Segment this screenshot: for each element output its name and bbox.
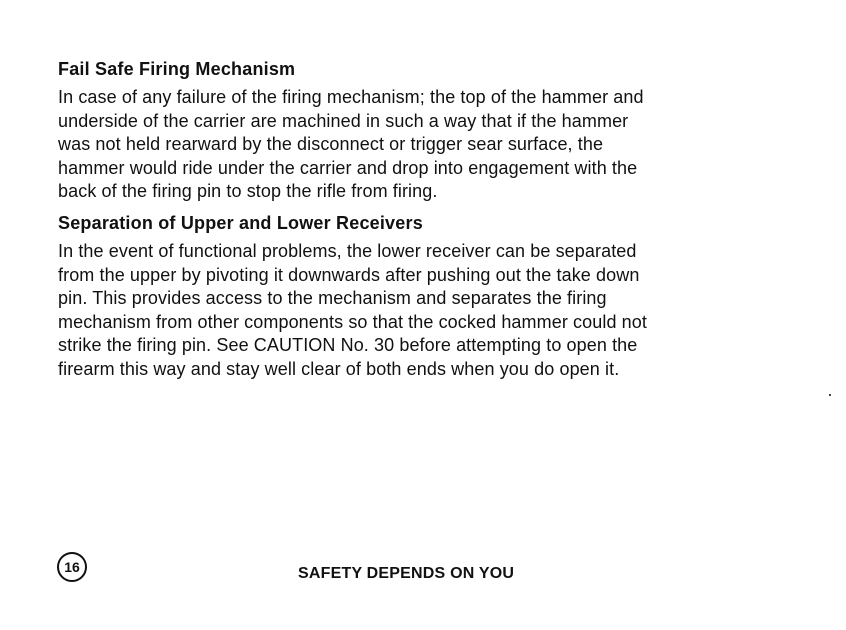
paragraph-line: strike the firing pin. See CAUTION No. 30 before attempting to open the — [58, 335, 638, 355]
section-paragraph — [58, 86, 778, 204]
paragraph-line: In the event of functional problems, the lower receiver can be separated — [58, 241, 637, 261]
paragraph-line: pin. This provides access to the mechanism and separates the firing — [58, 288, 607, 308]
section-paragraph — [58, 240, 778, 381]
paragraph-line: mechanism from other components so that the cocked hammer could not — [58, 311, 647, 332]
scan-speck — [829, 394, 831, 396]
section-heading: Fail Safe Firing Mechanism — [58, 59, 296, 79]
page-number-badge: 16 — [57, 552, 87, 582]
section-heading: Separation of Upper and Lower Receivers — [58, 213, 423, 233]
paragraph-line: hammer would ride under the carrier and drop into engagement with the — [58, 157, 638, 178]
paragraph-line: from the upper by pivoting it downwards after pushing out the take down — [58, 264, 640, 285]
paragraph-line: In case of any failure of the firing mechanism; the top of the hammer and — [58, 87, 644, 107]
paragraph-line: underside of the carrier are machined in such a way that if the hammer — [58, 110, 629, 131]
paragraph-line: firearm this way and stay well clear of both ends when you do open it. — [58, 358, 620, 379]
section-fail-safe-firing-mechanism — [58, 58, 778, 204]
footer-text: SAFETY DEPENDS ON YOU — [298, 565, 515, 582]
paragraph-line: back of the firing pin to stop the rifle from firing. — [58, 181, 438, 201]
paragraph-line: was not held rearward by the disconnect or trigger sear surface, the — [58, 134, 604, 154]
section-separation-of-receivers — [58, 212, 778, 381]
